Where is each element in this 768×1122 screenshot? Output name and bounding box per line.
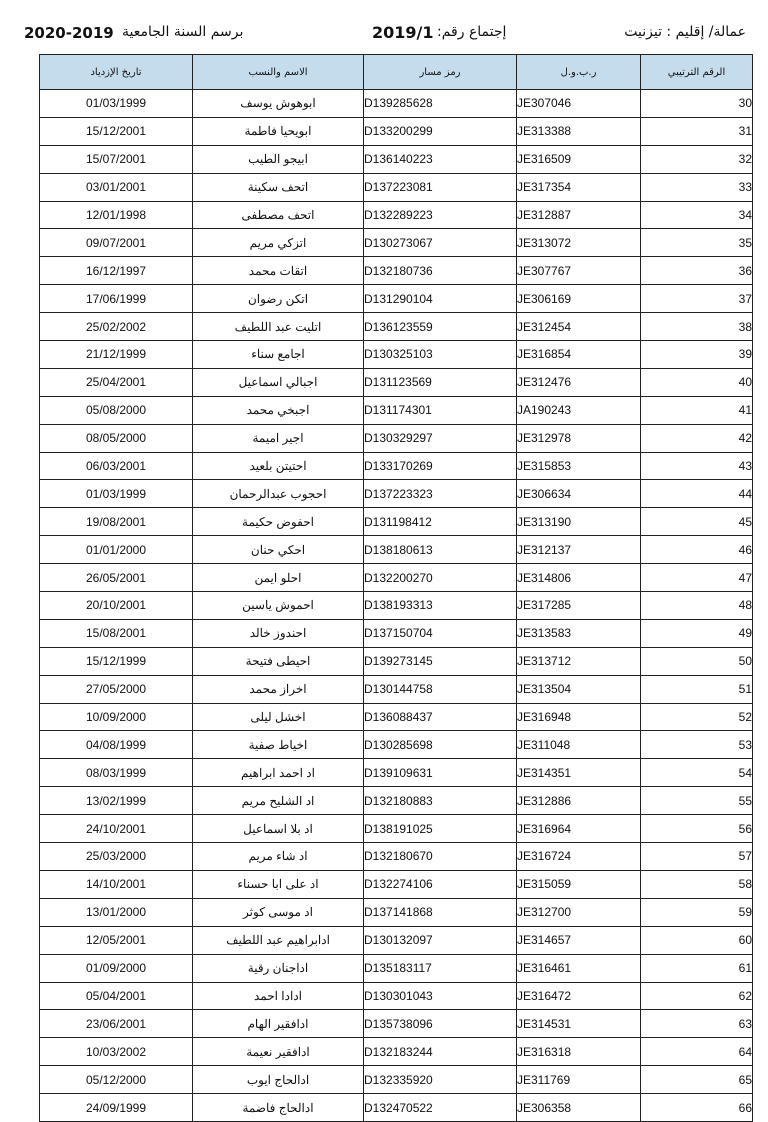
- rbwl-code-cell: JE312978: [517, 424, 641, 452]
- birth-date-cell: 01/01/2000: [40, 536, 193, 564]
- rbwl-code-cell: JE313712: [517, 647, 641, 675]
- row-number-cell: 44: [641, 480, 753, 508]
- massar-code-cell: D131198412: [364, 508, 517, 536]
- row-number-cell: 39: [641, 341, 753, 369]
- rbwl-code-cell: JE315059: [517, 870, 641, 898]
- table-row: [40, 815, 753, 843]
- massar-code-cell: D137141868: [364, 898, 517, 926]
- massar-code-cell: D130273067: [364, 229, 517, 257]
- rbwl-code-cell: JE313583: [517, 619, 641, 647]
- birth-date-cell: 04/08/1999: [40, 731, 193, 759]
- student-name-cell: اجبالي اسماعيل: [193, 368, 364, 396]
- row-number-cell: 43: [641, 452, 753, 480]
- table-row: [40, 145, 753, 173]
- table-row: [40, 424, 753, 452]
- table-row: [40, 257, 753, 285]
- birth-date-cell: 10/09/2000: [40, 703, 193, 731]
- birth-date-cell: 12/05/2001: [40, 926, 193, 954]
- student-name-cell: اد احمد ابراهيم: [193, 759, 364, 787]
- document-header: [0, 14, 768, 48]
- massar-code-cell: D133200299: [364, 117, 517, 145]
- table-row: [40, 341, 753, 369]
- table-row: [40, 759, 753, 787]
- table-row: [40, 787, 753, 815]
- student-name-cell: اتحف مصطفى: [193, 201, 364, 229]
- student-name-cell: ادالحاج ايوب: [193, 1066, 364, 1094]
- row-number-cell: 63: [641, 1010, 753, 1038]
- student-name-cell: اخياط صفية: [193, 731, 364, 759]
- table-row: [40, 117, 753, 145]
- row-number-cell: 50: [641, 647, 753, 675]
- rbwl-code-cell: JE317354: [517, 173, 641, 201]
- rbwl-code-cell: JE314351: [517, 759, 641, 787]
- massar-code-cell: D138193313: [364, 592, 517, 620]
- student-name-cell: اد الشليح مريم: [193, 787, 364, 815]
- row-number-cell: 48: [641, 592, 753, 620]
- student-name-cell: احموش ياسين: [193, 592, 364, 620]
- student-name-cell: ادابراهيم عبد اللطيف: [193, 926, 364, 954]
- table-row: [40, 1038, 753, 1066]
- student-name-cell: احلو ايمن: [193, 564, 364, 592]
- student-name-cell: ابيجو الطيب: [193, 145, 364, 173]
- birth-date-cell: 08/05/2000: [40, 424, 193, 452]
- rbwl-code-cell: JE313504: [517, 675, 641, 703]
- massar-code-cell: D130132097: [364, 926, 517, 954]
- student-name-cell: ادالحاج فاضمة: [193, 1094, 364, 1122]
- rbwl-code-cell: JE313072: [517, 229, 641, 257]
- students-table: [39, 54, 753, 1122]
- student-name-cell: اجبخي محمد: [193, 396, 364, 424]
- birth-date-cell: 16/12/1997: [40, 257, 193, 285]
- table-row: [40, 1010, 753, 1038]
- birth-date-cell: 27/05/2000: [40, 675, 193, 703]
- table-row: [40, 1066, 753, 1094]
- table-row: [40, 926, 753, 954]
- rbwl-code-cell: JE307767: [517, 257, 641, 285]
- row-number-cell: 36: [641, 257, 753, 285]
- massar-code-cell: D132470522: [364, 1094, 517, 1122]
- rbwl-code-cell: JA190243: [517, 396, 641, 424]
- row-number-cell: 34: [641, 201, 753, 229]
- row-number-cell: 49: [641, 619, 753, 647]
- birth-date-cell: 08/03/1999: [40, 759, 193, 787]
- student-name-cell: اد موسى كوثر: [193, 898, 364, 926]
- massar-code-cell: D137150704: [364, 619, 517, 647]
- rbwl-code-cell: JE306634: [517, 480, 641, 508]
- birth-date-cell: 06/03/2001: [40, 452, 193, 480]
- student-name-cell: اداجنان رقية: [193, 954, 364, 982]
- massar-code-cell: D131174301: [364, 396, 517, 424]
- rbwl-code-cell: JE312887: [517, 201, 641, 229]
- massar-code-cell: D131290104: [364, 285, 517, 313]
- student-name-cell: اد بلا اسماعيل: [193, 815, 364, 843]
- table-row: [40, 1094, 753, 1122]
- table-row: [40, 396, 753, 424]
- meeting-number: 2019/1: [372, 23, 434, 42]
- massar-code-cell: D138180613: [364, 536, 517, 564]
- student-name-cell: ادادا احمد: [193, 982, 364, 1010]
- massar-code-cell: D139285628: [364, 90, 517, 118]
- rbwl-code-cell: JE314657: [517, 926, 641, 954]
- massar-code-cell: D130301043: [364, 982, 517, 1010]
- birth-date-cell: 24/10/2001: [40, 815, 193, 843]
- rbwl-code-cell: JE312137: [517, 536, 641, 564]
- massar-code-cell: D139109631: [364, 759, 517, 787]
- row-number-cell: 66: [641, 1094, 753, 1122]
- birth-date-cell: 19/08/2001: [40, 508, 193, 536]
- student-name-cell: ادافقير نعيمة: [193, 1038, 364, 1066]
- birth-date-cell: 05/08/2000: [40, 396, 193, 424]
- row-number-cell: 40: [641, 368, 753, 396]
- massar-code-cell: D130144758: [364, 675, 517, 703]
- massar-code-cell: D135183117: [364, 954, 517, 982]
- birth-date-cell: 15/07/2001: [40, 145, 193, 173]
- birth-date-cell: 25/03/2000: [40, 843, 193, 871]
- massar-code-cell: D132289223: [364, 201, 517, 229]
- massar-code-cell: D130285698: [364, 731, 517, 759]
- student-name-cell: احفوض حكيمة: [193, 508, 364, 536]
- student-name-cell: ابوهوش يوسف: [193, 90, 364, 118]
- rbwl-code-cell: JE313388: [517, 117, 641, 145]
- massar-code-cell: D132274106: [364, 870, 517, 898]
- rbwl-code-cell: JE312700: [517, 898, 641, 926]
- table-row: [40, 898, 753, 926]
- col-header-num: الرقم الترتيبي: [641, 55, 753, 90]
- massar-code-cell: D136140223: [364, 145, 517, 173]
- student-name-cell: اتقات محمد: [193, 257, 364, 285]
- rbwl-code-cell: JE316724: [517, 843, 641, 871]
- row-number-cell: 42: [641, 424, 753, 452]
- student-name-cell: اتزكي مريم: [193, 229, 364, 257]
- birth-date-cell: 12/01/1998: [40, 201, 193, 229]
- table-row: [40, 870, 753, 898]
- birth-date-cell: 26/05/2001: [40, 564, 193, 592]
- rbwl-code-cell: JE311769: [517, 1066, 641, 1094]
- birth-date-cell: 23/06/2001: [40, 1010, 193, 1038]
- student-name-cell: ادافقير الهام: [193, 1010, 364, 1038]
- table-row: [40, 564, 753, 592]
- table-row: [40, 843, 753, 871]
- massar-code-cell: D135738096: [364, 1010, 517, 1038]
- table-row: [40, 480, 753, 508]
- rbwl-code-cell: JE313190: [517, 508, 641, 536]
- birth-date-cell: 03/01/2001: [40, 173, 193, 201]
- table-row: [40, 536, 753, 564]
- massar-code-cell: D131123569: [364, 368, 517, 396]
- birth-date-cell: 09/07/2001: [40, 229, 193, 257]
- table-row: [40, 90, 753, 118]
- rbwl-code-cell: JE315853: [517, 452, 641, 480]
- birth-date-cell: 13/02/1999: [40, 787, 193, 815]
- student-name-cell: اتحف سكينة: [193, 173, 364, 201]
- table-row: [40, 731, 753, 759]
- row-number-cell: 57: [641, 843, 753, 871]
- rbwl-code-cell: JE316948: [517, 703, 641, 731]
- rbwl-code-cell: JE314531: [517, 1010, 641, 1038]
- student-name-cell: اخراز محمد: [193, 675, 364, 703]
- birth-date-cell: 05/12/2000: [40, 1066, 193, 1094]
- table-row: [40, 173, 753, 201]
- rbwl-code-cell: JE316318: [517, 1038, 641, 1066]
- rbwl-code-cell: JE306358: [517, 1094, 641, 1122]
- row-number-cell: 56: [641, 815, 753, 843]
- birth-date-cell: 10/03/2002: [40, 1038, 193, 1066]
- student-name-cell: اجامع سناء: [193, 341, 364, 369]
- birth-date-cell: 15/12/2001: [40, 117, 193, 145]
- rbwl-code-cell: JE316964: [517, 815, 641, 843]
- table-row: [40, 703, 753, 731]
- student-name-cell: اد على ابا حسناء: [193, 870, 364, 898]
- massar-code-cell: D132180736: [364, 257, 517, 285]
- row-number-cell: 64: [641, 1038, 753, 1066]
- birth-date-cell: 01/09/2000: [40, 954, 193, 982]
- row-number-cell: 60: [641, 926, 753, 954]
- academic-year-label: برسم السنة الجامعية: [122, 24, 244, 40]
- table-row: [40, 647, 753, 675]
- table-row: [40, 675, 753, 703]
- massar-code-cell: D132200270: [364, 564, 517, 592]
- birth-date-cell: 14/10/2001: [40, 870, 193, 898]
- student-name-cell: احيطى فتيحة: [193, 647, 364, 675]
- rbwl-code-cell: JE312454: [517, 313, 641, 341]
- col-header-name: الاسم والنسب: [193, 55, 364, 90]
- rbwl-code-cell: JE314806: [517, 564, 641, 592]
- birth-date-cell: 01/03/1999: [40, 90, 193, 118]
- massar-code-cell: D137223081: [364, 173, 517, 201]
- massar-code-cell: D132335920: [364, 1066, 517, 1094]
- massar-code-cell: D132180670: [364, 843, 517, 871]
- massar-code-cell: D132183244: [364, 1038, 517, 1066]
- row-number-cell: 59: [641, 898, 753, 926]
- table-row: [40, 954, 753, 982]
- birth-date-cell: 24/09/1999: [40, 1094, 193, 1122]
- row-number-cell: 30: [641, 90, 753, 118]
- student-name-cell: اخشل ليلى: [193, 703, 364, 731]
- massar-code-cell: D138191025: [364, 815, 517, 843]
- student-name-cell: ابويحيا فاطمة: [193, 117, 364, 145]
- student-name-cell: احندوز خالد: [193, 619, 364, 647]
- table-header-row: [40, 55, 753, 90]
- rbwl-code-cell: JE316854: [517, 341, 641, 369]
- row-number-cell: 61: [641, 954, 753, 982]
- table-row: [40, 201, 753, 229]
- row-number-cell: 45: [641, 508, 753, 536]
- birth-date-cell: 25/04/2001: [40, 368, 193, 396]
- birth-date-cell: 17/06/1999: [40, 285, 193, 313]
- massar-code-cell: D136123559: [364, 313, 517, 341]
- massar-code-cell: D137223323: [364, 480, 517, 508]
- student-name-cell: اجير اميمة: [193, 424, 364, 452]
- birth-date-cell: 15/12/1999: [40, 647, 193, 675]
- row-number-cell: 37: [641, 285, 753, 313]
- birth-date-cell: 13/01/2000: [40, 898, 193, 926]
- student-name-cell: اتليت عبد اللطيف: [193, 313, 364, 341]
- birth-date-cell: 01/03/1999: [40, 480, 193, 508]
- province-label: عمالة/ إقليم : تيزنيت: [624, 24, 746, 40]
- rbwl-code-cell: JE316472: [517, 982, 641, 1010]
- student-name-cell: اد شاء مريم: [193, 843, 364, 871]
- student-name-cell: احجوب عبدالرحمان: [193, 480, 364, 508]
- table-row: [40, 982, 753, 1010]
- table-row: [40, 452, 753, 480]
- student-name-cell: احكي حنان: [193, 536, 364, 564]
- massar-code-cell: D130325103: [364, 341, 517, 369]
- massar-code-cell: D132180883: [364, 787, 517, 815]
- row-number-cell: 46: [641, 536, 753, 564]
- massar-code-cell: D133170269: [364, 452, 517, 480]
- birth-date-cell: 05/04/2001: [40, 982, 193, 1010]
- rbwl-code-cell: JE317285: [517, 592, 641, 620]
- table-row: [40, 368, 753, 396]
- table-row: [40, 508, 753, 536]
- row-number-cell: 51: [641, 675, 753, 703]
- rbwl-code-cell: JE306169: [517, 285, 641, 313]
- col-header-massar: رمز مسار: [364, 55, 517, 90]
- row-number-cell: 41: [641, 396, 753, 424]
- row-number-cell: 32: [641, 145, 753, 173]
- row-number-cell: 47: [641, 564, 753, 592]
- massar-code-cell: D136088437: [364, 703, 517, 731]
- birth-date-cell: 25/02/2002: [40, 313, 193, 341]
- rbwl-code-cell: JE316461: [517, 954, 641, 982]
- row-number-cell: 31: [641, 117, 753, 145]
- birth-date-cell: 20/10/2001: [40, 592, 193, 620]
- rbwl-code-cell: JE307046: [517, 90, 641, 118]
- col-header-birth: تاريخ الإزدياد: [40, 55, 193, 90]
- massar-code-cell: D139273145: [364, 647, 517, 675]
- birth-date-cell: 15/08/2001: [40, 619, 193, 647]
- student-name-cell: اتكن رضوان: [193, 285, 364, 313]
- student-name-cell: احتيتن بلعيد: [193, 452, 364, 480]
- row-number-cell: 52: [641, 703, 753, 731]
- table-row: [40, 313, 753, 341]
- row-number-cell: 62: [641, 982, 753, 1010]
- table-row: [40, 592, 753, 620]
- row-number-cell: 33: [641, 173, 753, 201]
- row-number-cell: 38: [641, 313, 753, 341]
- col-header-rbwl: ر.ب.و.ل: [517, 55, 641, 90]
- table-row: [40, 229, 753, 257]
- row-number-cell: 58: [641, 870, 753, 898]
- row-number-cell: 54: [641, 759, 753, 787]
- rbwl-code-cell: JE312886: [517, 787, 641, 815]
- birth-date-cell: 21/12/1999: [40, 341, 193, 369]
- row-number-cell: 55: [641, 787, 753, 815]
- academic-year: 2020-2019: [24, 24, 114, 42]
- row-number-cell: 65: [641, 1066, 753, 1094]
- row-number-cell: 35: [641, 229, 753, 257]
- meeting-label: إجتماع رقم:: [437, 24, 507, 40]
- table-row: [40, 285, 753, 313]
- rbwl-code-cell: JE312476: [517, 368, 641, 396]
- row-number-cell: 53: [641, 731, 753, 759]
- rbwl-code-cell: JE311048: [517, 731, 641, 759]
- rbwl-code-cell: JE316509: [517, 145, 641, 173]
- massar-code-cell: D130329297: [364, 424, 517, 452]
- table-body: [40, 90, 753, 1122]
- table-row: [40, 619, 753, 647]
